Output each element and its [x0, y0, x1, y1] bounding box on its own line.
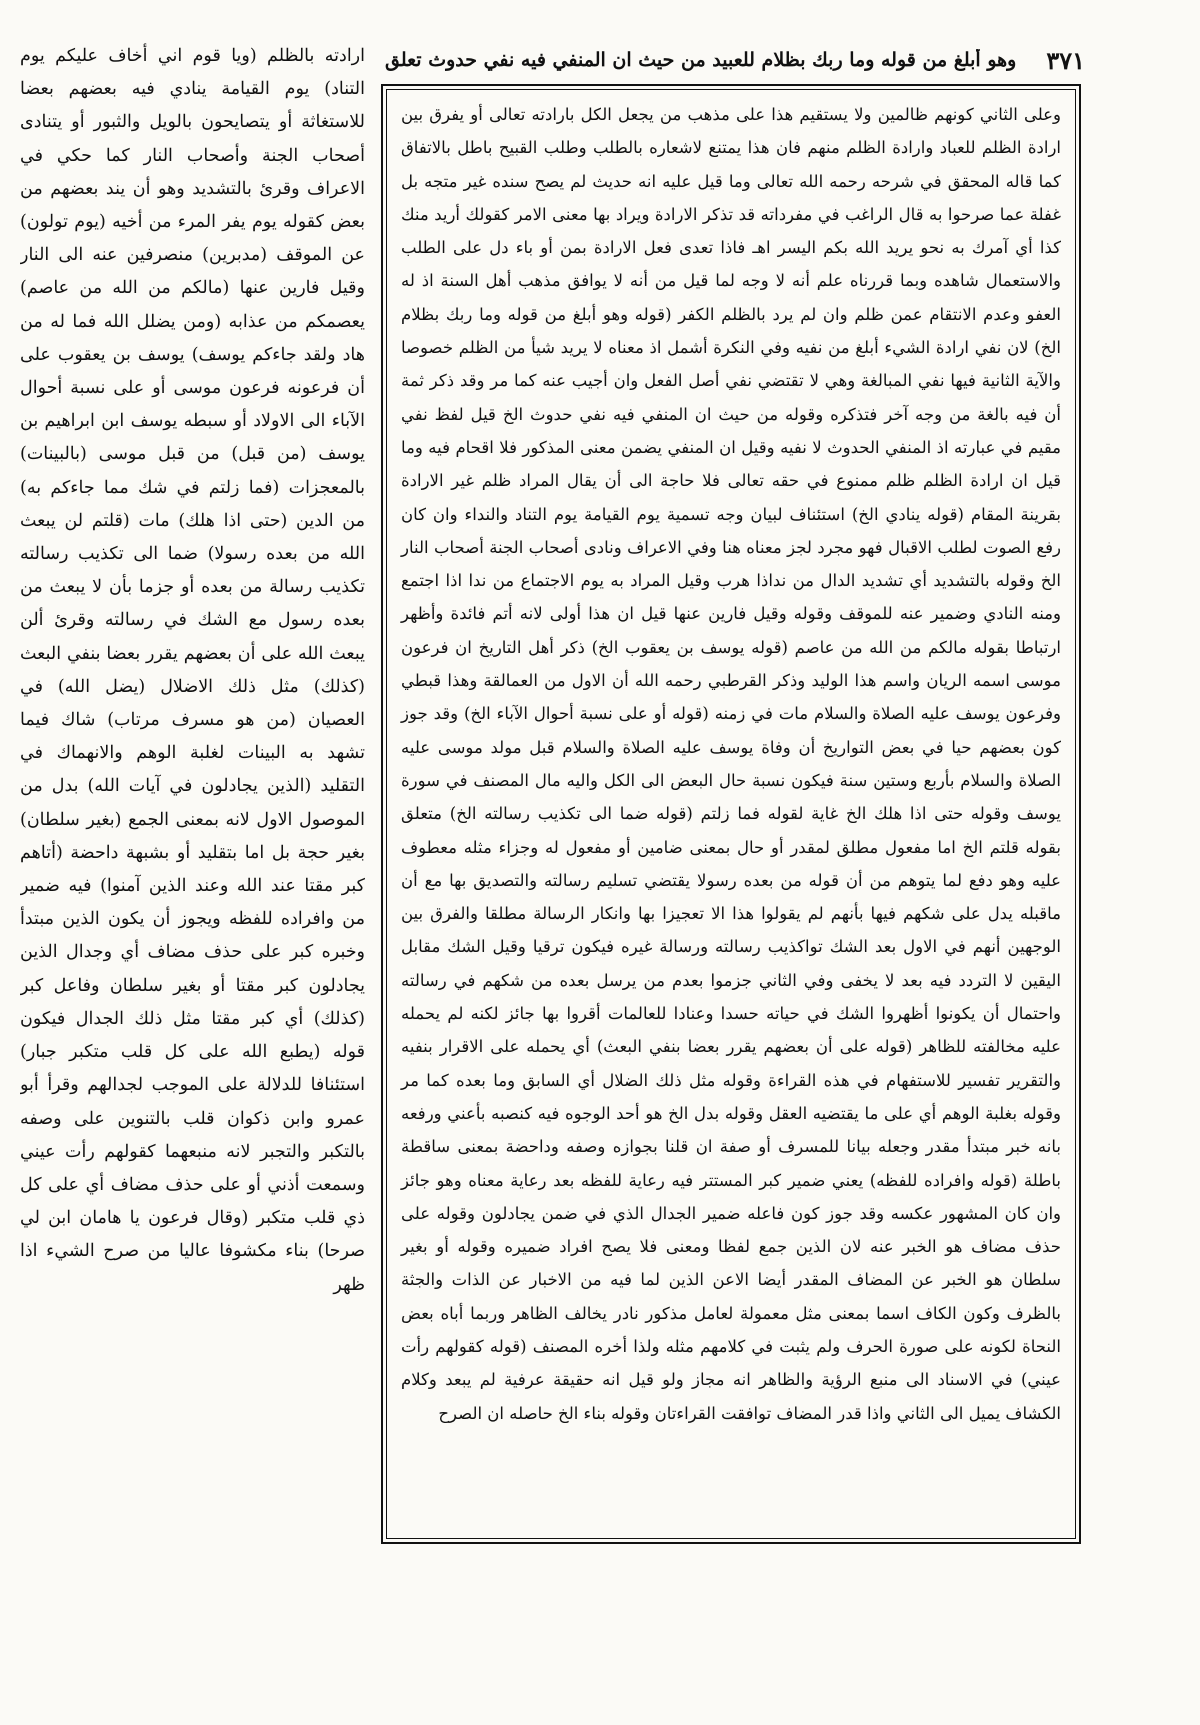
margin-text: ارادته بالظلم (ويا قوم اني أخاف عليكم يوم التناد) يوم القيامة ينادي فيه بعضهم بعضا للاستغاثة أو يتصايحون بالويل والثبور أو يتنادى أصحاب الجنة وأصحاب النار كما حكي في الاعراف وقرئ بالتشديد وهو أن يند بعضهم من بعض كقوله يوم يفر المرء من أخيه (يوم تولون) عن الموقف (مدبرين) منصرفين عنه الى النار وقيل فارين عنها (مالكم من الله من عاصم) يعصمكم من عذابه (ومن يضلل الله فما له من هاد ولقد جاءكم يوسف) يوسف بن يعقوب على أن فرعونه فرعون موسى أو على نسبة أحوال الآباء الى الاولاد أو سبطه يوسف ابن ابراهيم بن يوسف (من قبل) من قبل موسى (بالبينات) بالمعجزات (فما زلتم في شك مما جاءكم به) من الدين (حتى اذا هلك) مات (قلتم لن يبعث الله من بعده رسولا) ضما الى تكذيب رسالته تكذيب رسالة من بعده أو جزما بأن لا يبعث من بعده رسول مع الشك في رسالته وقرئ ألن يبعث الله على أن بعضهم يقرر بعضا بنفي البعث (كذلك) مثل ذلك الاضلال (يضل الله) في العصيان (من هو مسرف مرتاب) شاك فيما تشهد به البينات لغلبة الوهم والانهماك في التقليد (الذين يجادلون في آيات الله) بدل من الموصول الاول لانه بمعنى الجمع (بغير سلطان) بغير حجة بل اما بتقليد أو بشبهة داحضة (أتاهم كبر مقتا عند الله وعند الذين آمنوا) فيه ضمير من وافراده للفظه ويجوز أن يكون الذين مبتدأ وخبره كبر على حذف مضاف أي وجدال الذين يجادلون كبر مقتا أو بغير سلطان وفاعل كبر (كذلك) أي كبر مقتا مثل ذلك الجدال فيكون قوله (يطبع الله على كل قلب متكبر جبار) استئنافا للدلالة على الموجب لجدالهم وقرأ أبو عمرو وابن ذكوان قلب بالتنوين على وصفه بالتكبر والتجبر لانه منبعهما كقولهم رأت عيني وسمعت أذني أو على حذف مضاف أي على كل ذي قلب متكبر (وقال فرعون يا هامان ابن لي صرحا) بناء مكشوفا عاليا من صرح الشيء اذا ظهر: [20, 46, 365, 1295]
margin-text-column: [20, 40, 365, 1690]
running-title: وهو أبلغ من قوله وما ربك بظلام للعبيد من حيث ان المنفي فيه نفي حدوث تعلق: [384, 49, 1017, 71]
page-number: ٣٧١: [1046, 45, 1085, 75]
commentary-body: [386, 89, 1076, 1539]
commentary-frame: [381, 84, 1081, 1544]
running-header: [380, 40, 1085, 80]
commentary-text: وعلى الثاني كونهم ظالمين ولا يستقيم هذا على مذهب من يجعل الكل بارادته تعالى أو يفرق بين ارادة الظلم للعباد وارادة الظلم منهم فان هذا يمتنع لاشعاره بالطلب وطلب القبيح باطل بالاتفاق كما قاله المحقق في شرحه رحمه الله تعالى وما قيل عليه انه حديث لم يصح سنده غير متجه بل غفلة عما صرحوا به قال الراغب في مفرداته قد تذكر الارادة ويراد بها معنى الامر كقولك أريد منك كذا أي آمرك به نحو يريد الله بكم اليسر اهـ فاذا تعدى فعل الارادة بمن أو باء دل على الطلب والاستعمال شاهده وبما قررناه علم أنه لا وجه لما قيل من أنه لا يوافق مذهب أهل السنة اذ له العفو وعدم الانتقام عمن ظلم وان لم يرد بالظلم الكفر (قوله وهو أبلغ من قوله وما ربك بظلام الخ) لان نفي ارادة الشيء أبلغ من نفيه وفي النكرة أشمل اذ معناه لا يريد شيأ من الظلم خصوصا والآية الثانية فيها نفي المبالغة وهي لا تقتضي نفي أصل الفعل وان أجيب عنه كما مر وقد ذكر ثمة أن فيه بالغة من وجه آخر فتذكره وقوله من حيث ان المنفي فيه نفي حدوث الخ قيل لفظ نفي مقيم في عبارته اذ المنفي الحدوث لا نفيه وقيل ان المنفي يضمن معنى المذكور فلا اقحام فيه وما قيل ان ارادة الظلم ظلم ممنوع في حقه تعالى فلا حاجة الى أن يقال المراد ظلم غير الارادة بقرينة المقام (قوله ينادي الخ) استئناف لبيان وجه تسمية يوم القيامة يوم التناد والنداء وان كان رفع الصوت لطلب الاقبال فهو مجرد لجز معناه هنا وفي الاعراف ونادى أصحاب الجنة أصحاب النار الخ وقوله بالتشديد أي تشديد الدال من نداذا هرب وقيل المراد به يوم الاجتماع من ندا اذا اجتمع ومنه النادي وضمير عنه للموقف وقوله وقيل فارين عنها قيل ان هذا أولى لانه أتم فائدة وأظهر ارتباطا بقوله مالكم من الله من عاصم (قوله يوسف بن يعقوب الخ) ذكر أهل التاريخ ان فرعون موسى اسمه الريان واسم هذا الوليد وذكر القرطبي رحمه الله أن الاول من العمالقة وهذا قبطي وفرعون يوسف عليه الصلاة والسلام مات في زمنه (قوله أو على نسبة أحوال الآباء الخ) وقد جوز كون بعضهم حيا في بعض التواريخ أن وفاة يوسف عليه الصلاة والسلام قبل مولد موسى عليه الصلاة والسلام بأربع وستين سنة فيكون نسبة حال البعض الى الكل واليه مال المصنف في سورة يوسف وقوله حتى اذا هلك الخ غاية لقوله فما زلتم (قوله ضما الى تكذيب رسالته الخ) متعلق بقوله قلتم الخ اما مفعول مطلق لمقدر أو حال بمعنى ضامين أو مفعول له وجزاء مثله معطوف عليه وهو دفع لما يتوهم من أن قوله من بعده رسولا يقتضي تسليم رسالته والتصديق بها مع أن ماقبله يدل على شكهم فيها بأنهم لم يقولوا هذا الا تعجيزا بها وانكار الرسالة مطلقا والفرق بين الوجهين أنهم في الاول بعد الشك تواكذيب رسالته ورسالة غيره فيكون ترقيا وقيل الشك مقابل اليقين لا التردد فيه بعد لا يخفى وفي الثاني جزموا بعدم من يرسل بعده من شكهم في رسالته واحتمال أن يكونوا أظهروا الشك في حياته حسدا وعنادا للعالمات أقروا بها جائز لكنه لم يحمله عليه مخالفته للظاهر (قوله على أن بعضهم يقرر بعضا بنفي البعث) أي يحمله على الاقرار بنفيه والتقرير تفسير للاستفهام في هذه القراءة وقوله مثل ذلك الضلال أي السابق وما بعده كما مر وقوله بغلبة الوهم أي على ما يقتضيه العقل وقوله بدل الخ هو أحد الوجوه فيه كنصبه بأعني ورفعه بانه خبر مبتدأ مقدر وجعله بيانا للمسرف أو صفة ان قلنا بجوازه وصفه وداحضة بمعنى ساقطة باطلة (قوله وافراده للفظه) يعني ضمير كبر المستتر فيه رعاية للفظه بعد رعاية معناه وهو جائز وان كان المشهور عكسه وقد جوز كون فاعله ضمير الجدال الذي في ضمن يجادلون وقوله على حذف مضاف هو الخبر عنه لان الذين جمع لفظا ومعنى فلا يصح افراد ضميره وقوله أو بغير سلطان هو الخبر عن المضاف المقدر أيضا الاعن الذين لما فيه من الاخبار عن الذات والجثة بالظرف وكون الكاف اسما بمعنى مثل معمولة لعامل مذكور نادر يخالف الظاهر وربما أباه بعض النحاة لكونه على صورة الحرف ولم يثبت في كلامهم مثله ولذا أخره المصنف (قوله كقولهم رأت عيني) في الاسناد الى منبع الرؤية والظاهر انه مجاز ولو قيل انه حقيقة عرفية لم يبعد وكلام الكشاف يميل الى الثاني واذا قدر المضاف توافقت القراءتان وقوله بناء الخ حاصله ان الصرح: [401, 105, 1061, 1423]
